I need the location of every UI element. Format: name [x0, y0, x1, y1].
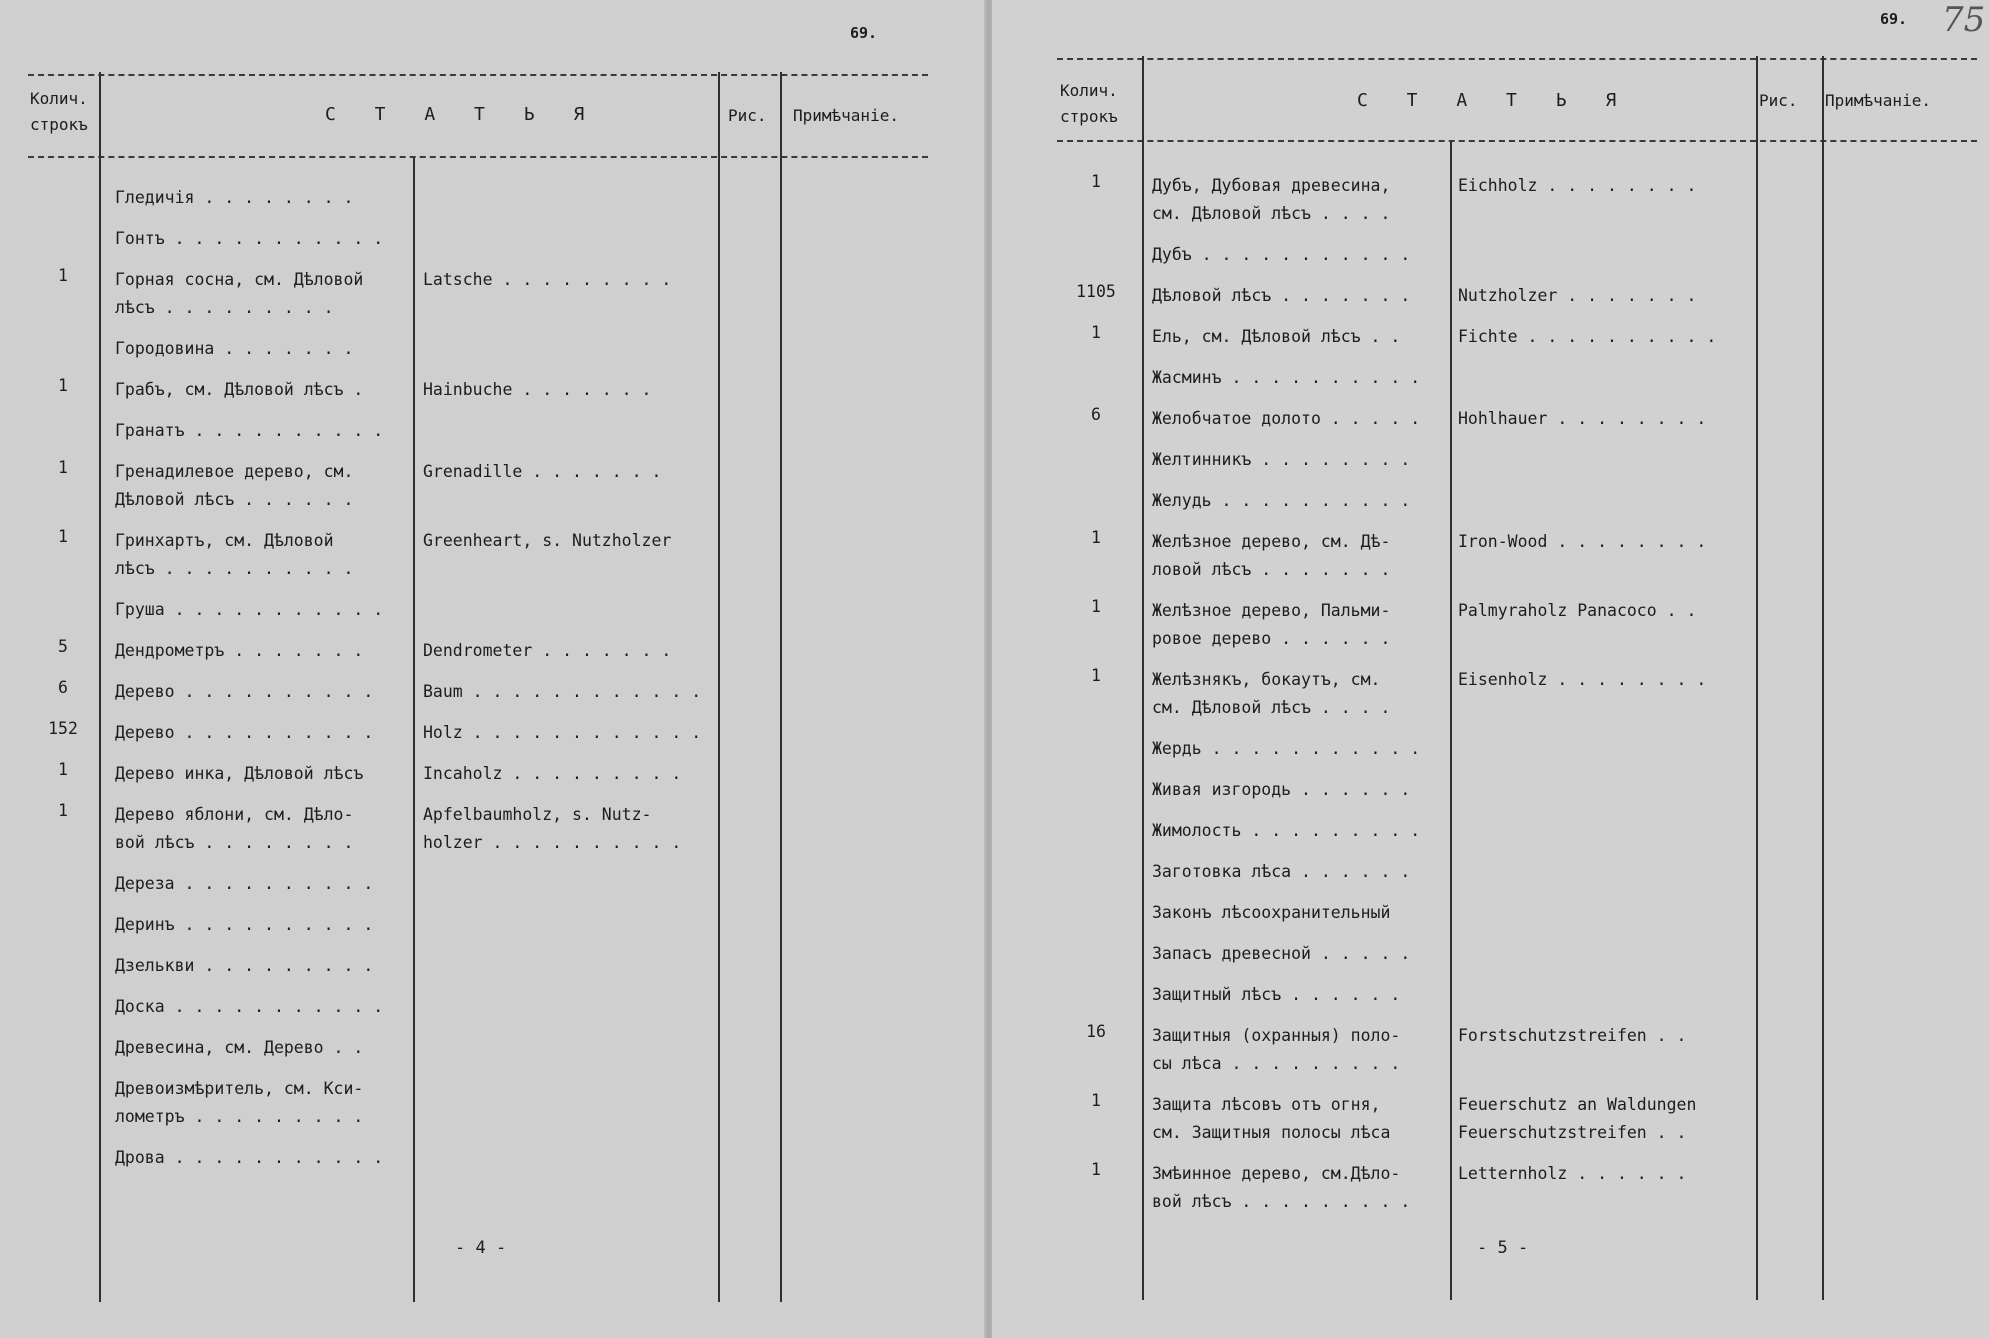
row-article: Дубъ . . . . . . . . . . . — [1152, 245, 1411, 264]
row-german-term: Dendrometer . . . . . . . — [423, 641, 672, 660]
row-article: Грабъ, см. Дѣловой лѣсъ . — [115, 380, 364, 399]
row-qty: 1 — [1091, 528, 1101, 547]
row-german-term: Feuerschutzstreifen . . — [1458, 1123, 1687, 1142]
row-qty: 1 — [58, 266, 68, 285]
row-article: Гринхартъ, см. Дѣловой — [115, 531, 334, 550]
row-article: ловой лѣсъ . . . . . . . — [1152, 560, 1391, 579]
handwritten-number: 75 — [1942, 0, 1986, 40]
row-article: Дендрометръ . . . . . . . — [115, 641, 364, 660]
row-german-term: Baum . . . . . . . . . . . . — [423, 682, 702, 701]
row-qty: 1 — [1091, 323, 1101, 342]
row-article: см. Дѣловой лѣсъ . . . . — [1152, 204, 1391, 223]
column-divider — [718, 72, 720, 1302]
row-article: вой лѣсъ . . . . . . . . — [115, 833, 354, 852]
row-german-term: Hainbuche . . . . . . . — [423, 380, 652, 399]
row-article: Древоизмѣритель, см. Кси- — [115, 1079, 364, 1098]
row-article: Гледичія . . . . . . . . — [115, 188, 354, 207]
row-article: Жимолость . . . . . . . . . — [1152, 821, 1421, 840]
row-qty: 1 — [58, 458, 68, 477]
page-footer: - 5 - — [1477, 1238, 1529, 1258]
header-qty-line: строкъ — [30, 115, 88, 134]
row-qty: 5 — [58, 637, 68, 656]
header-note: Примѣчаніе. — [1825, 91, 1931, 110]
row-article: Древесина, см. Дерево . . — [115, 1038, 364, 1057]
row-article: Дубъ, Дубовая древесина, — [1152, 176, 1391, 195]
header-qty-line: Колич. — [1060, 81, 1118, 100]
row-article: Дѣловой лѣсъ . . . . . . . — [1152, 286, 1411, 305]
header-qty — [1060, 78, 1118, 130]
header-article: С Т А Т Ь Я — [325, 104, 599, 125]
row-article: Городовина . . . . . . . — [115, 339, 354, 358]
row-article: Желобчатое долото . . . . . — [1152, 409, 1421, 428]
right-page — [992, 0, 1989, 1338]
row-article: сы лѣса . . . . . . . . . — [1152, 1054, 1401, 1073]
row-qty: 1 — [58, 527, 68, 546]
row-article: Желѣзное дерево, Пальми- — [1152, 601, 1391, 620]
page-number: 69. — [850, 24, 878, 42]
header-top-rule — [1057, 58, 1977, 60]
column-divider — [1450, 142, 1452, 1300]
column-divider — [413, 158, 415, 1302]
header-qty-line: строкъ — [1060, 107, 1118, 126]
row-article: ровое дерево . . . . . . — [1152, 629, 1391, 648]
header-qty — [30, 86, 88, 138]
row-german-term: Palmyraholz Panacoco . . — [1458, 601, 1697, 620]
row-article: см. Защитныя полосы лѣса — [1152, 1123, 1391, 1142]
row-article: Доска . . . . . . . . . . . — [115, 997, 384, 1016]
row-article: Дрова . . . . . . . . . . . — [115, 1148, 384, 1167]
row-article: Гонтъ . . . . . . . . . . . — [115, 229, 384, 248]
row-article: Жердь . . . . . . . . . . . — [1152, 739, 1421, 758]
row-qty: 6 — [1091, 405, 1101, 424]
row-german-term: Forstschutzstreifen . . — [1458, 1026, 1687, 1045]
row-qty: 1 — [1091, 1160, 1101, 1179]
row-article: Защита лѣсовъ отъ огня, — [1152, 1095, 1381, 1114]
row-qty: 1 — [1091, 597, 1101, 616]
row-german-term: Letternholz . . . . . . — [1458, 1164, 1687, 1183]
column-divider — [1756, 56, 1758, 1300]
row-article: Дерево . . . . . . . . . . — [115, 723, 374, 742]
row-german-term: Apfelbaumholz, s. Nutz- — [423, 805, 652, 824]
row-german-term: Holz . . . . . . . . . . . . — [423, 723, 702, 742]
row-article: Жасминъ . . . . . . . . . . — [1152, 368, 1421, 387]
column-divider — [1142, 56, 1144, 1300]
row-article: Дзелькви . . . . . . . . . — [115, 956, 374, 975]
row-german-term: Incaholz . . . . . . . . . — [423, 764, 682, 783]
row-qty: 152 — [48, 719, 78, 738]
row-article: Запасъ древесной . . . . . — [1152, 944, 1411, 963]
row-qty: 1 — [1091, 172, 1101, 191]
column-divider — [780, 72, 782, 1302]
header-article: С Т А Т Ь Я — [1357, 90, 1631, 111]
row-article: Защитныя (охранныя) поло- — [1152, 1026, 1401, 1045]
row-article: Дерево яблони, см. Дѣло- — [115, 805, 354, 824]
row-article: Защитный лѣсъ . . . . . . — [1152, 985, 1401, 1004]
column-divider — [1822, 56, 1824, 1300]
header-bottom-rule — [28, 156, 928, 158]
row-german-term: Feuerschutz an Waldungen — [1458, 1095, 1697, 1114]
row-article: Дерево . . . . . . . . . . — [115, 682, 374, 701]
header-qty-line: Колич. — [30, 89, 88, 108]
row-article: Желѣзнякъ, бокаутъ, см. — [1152, 670, 1381, 689]
row-qty: 1 — [58, 760, 68, 779]
row-article: Дерево инка, Дѣловой лѣсъ — [115, 764, 364, 783]
row-german-term: Nutzholzer . . . . . . . — [1458, 286, 1697, 305]
row-article: Желѣзное дерево, см. Дѣ- — [1152, 532, 1391, 551]
row-german-term: Grenadille . . . . . . . — [423, 462, 662, 481]
row-qty: 1 — [58, 801, 68, 820]
row-article: Желудь . . . . . . . . . . — [1152, 491, 1411, 510]
row-qty: 6 — [58, 678, 68, 697]
header-fig: Рис. — [728, 106, 767, 125]
row-article: Желтинникъ . . . . . . . . — [1152, 450, 1411, 469]
row-article: Гранатъ . . . . . . . . . . — [115, 421, 384, 440]
header-fig: Рис. — [1759, 91, 1798, 110]
row-german-term: Fichte . . . . . . . . . . — [1458, 327, 1717, 346]
row-qty: 1 — [58, 376, 68, 395]
row-german-term: holzer . . . . . . . . . . — [423, 833, 682, 852]
row-article: Законъ лѣсоохранительный — [1152, 903, 1391, 922]
row-article: Горная сосна, см. Дѣловой — [115, 270, 364, 289]
row-german-term: Hohlhauer . . . . . . . . — [1458, 409, 1707, 428]
left-page — [0, 0, 988, 1338]
row-article: Живая изгородь . . . . . . — [1152, 780, 1411, 799]
row-qty: 1 — [1091, 666, 1101, 685]
row-qty: 16 — [1086, 1022, 1106, 1041]
row-article: вой лѣсъ . . . . . . . . . — [1152, 1192, 1411, 1211]
row-article: Заготовка лѣса . . . . . . — [1152, 862, 1411, 881]
row-qty: 1 — [1091, 1091, 1101, 1110]
row-article: Ель, см. Дѣловой лѣсъ . . — [1152, 327, 1401, 346]
header-note: Примѣчаніе. — [793, 106, 899, 125]
column-divider — [99, 72, 101, 1302]
row-article: Дѣловой лѣсъ . . . . . . — [115, 490, 354, 509]
row-german-term: Eichholz . . . . . . . . — [1458, 176, 1697, 195]
row-article: Груша . . . . . . . . . . . — [115, 600, 384, 619]
row-article: см. Дѣловой лѣсъ . . . . — [1152, 698, 1391, 717]
header-top-rule — [28, 74, 928, 76]
page-number: 69. — [1880, 10, 1908, 28]
row-article: лѣсъ . . . . . . . . . . — [115, 559, 354, 578]
header-bottom-rule — [1057, 140, 1977, 142]
row-qty: 1105 — [1076, 282, 1116, 301]
row-german-term: Iron-Wood . . . . . . . . — [1458, 532, 1707, 551]
page-footer: - 4 - — [455, 1238, 507, 1258]
row-article: лометръ . . . . . . . . . — [115, 1107, 364, 1126]
row-article: Дереза . . . . . . . . . . — [115, 874, 374, 893]
row-article: лѣсъ . . . . . . . . . — [115, 298, 334, 317]
row-article: Гренадилевое дерево, см. — [115, 462, 354, 481]
row-german-term: Greenheart, s. Nutzholzer — [423, 531, 672, 550]
row-german-term: Eisenholz . . . . . . . . — [1458, 670, 1707, 689]
row-german-term: Latsche . . . . . . . . . — [423, 270, 672, 289]
row-article: Деринъ . . . . . . . . . . — [115, 915, 374, 934]
row-article: Змѣинное дерево, см.Дѣло- — [1152, 1164, 1401, 1183]
